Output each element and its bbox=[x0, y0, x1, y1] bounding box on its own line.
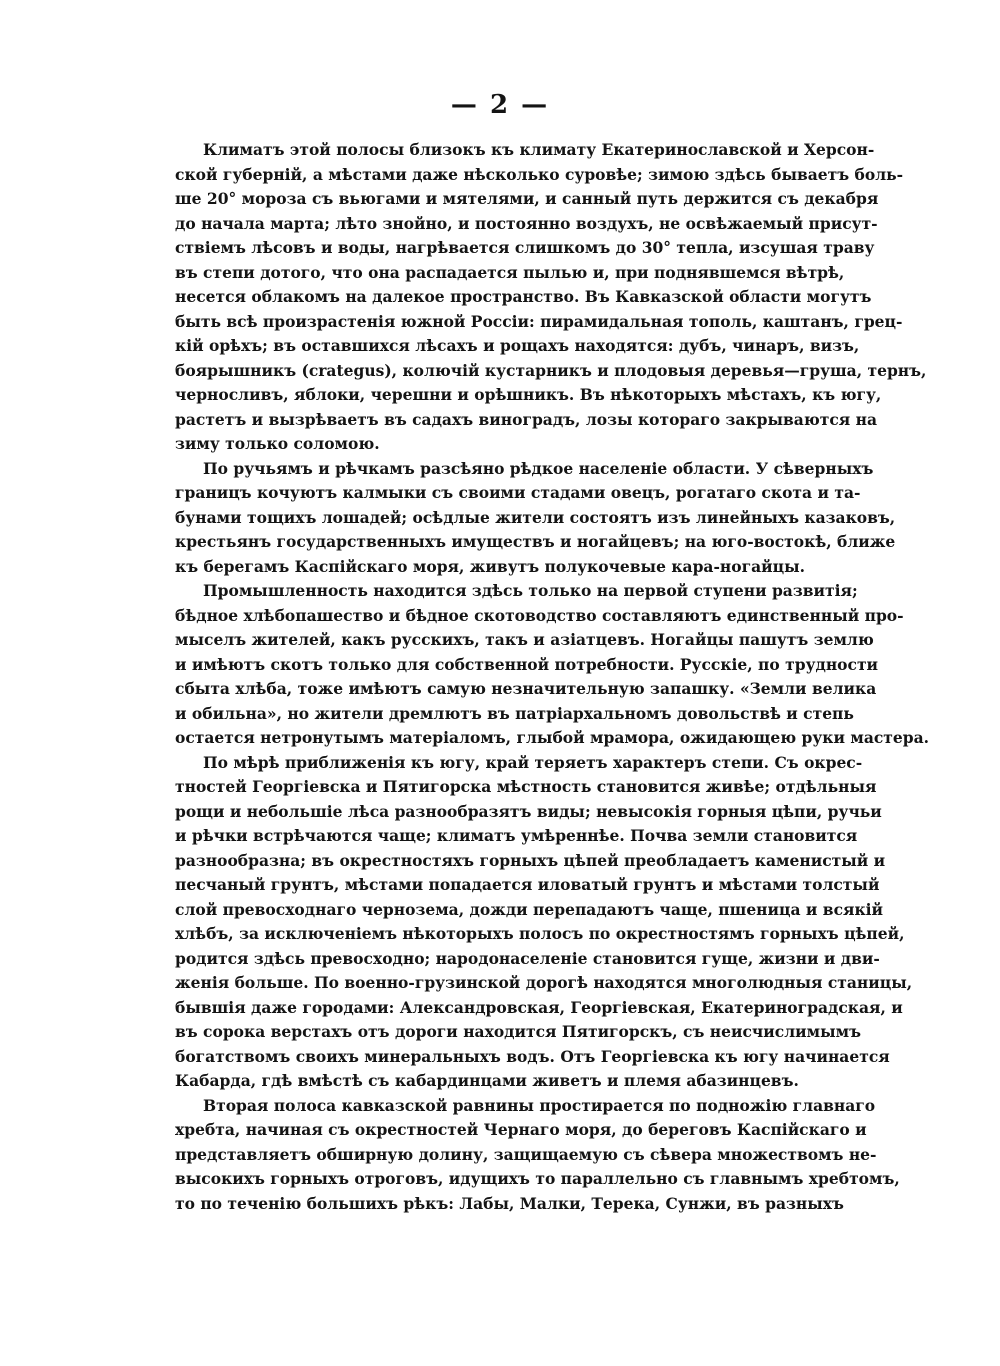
text-line: Вторая полоса кавказской равнины простирается по подножію главнаго bbox=[203, 1095, 876, 1115]
text-line: хребта, начиная съ окрестностей Чернаго моря, до береговъ Каспійскаго и bbox=[175, 1120, 867, 1139]
text-line: зиму только соломою. bbox=[175, 434, 380, 453]
text-line: бунами тощихъ лошадей; осѣдлые жители состоятъ изъ линейныхъ казаковъ, bbox=[175, 507, 896, 527]
text-line: тностей Георгіевска и Пятигорска мѣстность становится живѣе; отдѣльныя bbox=[175, 777, 877, 796]
text-line: бывшія даже городами: Александровская, Георгіевская, Екатериноградская, и bbox=[175, 997, 903, 1017]
text-line: высокихъ горныхъ отроговъ, идущихъ то параллельно съ главнымъ хребтомъ, bbox=[175, 1169, 900, 1188]
text-line: мыселъ жителей, какъ русскихъ, такъ и азіатцевъ. Ногайцы пашутъ землю bbox=[175, 630, 874, 649]
text-line: до начала марта; лѣто знойно, и постоянно воздухъ, не освѣжаемый присут- bbox=[175, 213, 878, 233]
text-line: то по теченію большихъ рѣкъ: Лабы, Малки, Терека, Сунжи, въ разныхъ bbox=[175, 1193, 844, 1213]
text-line: хлѣбъ, за исключеніемъ нѣкоторыхъ полосъ по окрестностямъ горныхъ цѣпей, bbox=[175, 924, 905, 943]
text-line: песчаный грунтъ, мѣстами попадается иловатый грунтъ и мѣстами толстый bbox=[175, 875, 880, 894]
text-line: ствіемъ лѣсовъ и воды, нагрѣвается слишкомъ до 30° тепла, изсушая траву bbox=[175, 238, 875, 257]
text-line: разнообразна; въ окрестностяхъ горныхъ цѣпей преобладаетъ каменистый и bbox=[175, 850, 886, 870]
text-line: Кабарда, гдѣ вмѣстѣ съ кабардинцами живетъ и племя абазинцевъ. bbox=[175, 1071, 799, 1090]
text-line: границъ кочуютъ калмыки съ своими стадами овецъ, рогатаго скота и та- bbox=[175, 483, 861, 502]
text-line: родится здѣсь превосходно; народонаселеніе становится гуще, жизни и дви- bbox=[175, 948, 880, 968]
text-line: сбыта хлѣба, тоже имѣютъ самую незначительную запашку. «Земли велика bbox=[175, 679, 877, 698]
text-line: растетъ и вызрѣваетъ въ садахъ виноградъ, лозы котораго закрываются на bbox=[175, 409, 878, 429]
text-line: кій орѣхъ; въ оставшихся лѣсахъ и рощахъ находятся: дубъ, чинаръ, визъ, bbox=[175, 336, 860, 355]
text-line: ской губерній, а мѣстами даже нѣсколько суровѣе; зимою здѣсь бываетъ боль- bbox=[175, 164, 904, 184]
text-line: рощи и небольшіе лѣса разнообразятъ виды; невысокія горныя цѣпи, ручьи bbox=[175, 801, 882, 821]
text-line: По ручьямъ и рѣчкамъ разсѣяно рѣдкое населеніе области. У сѣверныхъ bbox=[203, 458, 874, 478]
text-line: богатствомъ своихъ минеральныхъ водъ. Отъ Георгіевска къ югу начинается bbox=[175, 1046, 890, 1066]
text-line: боярышникъ (crategus), колючій кустарникъ и плодовыя деревья—груша, тернъ, bbox=[175, 360, 927, 380]
text-line: остается нетронутымъ матеріаломъ, глыбой мрамора, ожидающею руки мастера. bbox=[175, 728, 930, 747]
text-line: и имѣютъ скотъ только для собственной потребности. Русскіе, по трудности bbox=[175, 654, 879, 674]
text-line: Климатъ этой полосы близокъ къ климату Екатеринославской и Херсон- bbox=[203, 140, 875, 159]
text-line: быть всѣ произрастенія южной Россіи: пирамидальная тополь, каштанъ, грец- bbox=[175, 311, 903, 331]
page-number: — 2 — bbox=[450, 90, 550, 120]
text-line: къ берегамъ Каспійскаго моря, живутъ полукочевые кара-ногайцы. bbox=[175, 556, 805, 576]
body-text bbox=[175, 138, 930, 1216]
text-line: въ степи дотого, что она распадается пылью и, при поднявшемся вѣтрѣ, bbox=[175, 262, 845, 282]
text-line: въ сорока верстахъ отъ дороги находится Пятигорскъ, съ неисчислимымъ bbox=[175, 1022, 861, 1041]
text-line: По мѣрѣ приближенія къ югу, край теряетъ характеръ степи. Съ окрес- bbox=[203, 752, 863, 772]
text-line: женія больше. По военно-грузинской дорогѣ находятся многолюдныя станицы, bbox=[175, 973, 913, 992]
text-line: и обильна», но жители дремлютъ въ патріархальномъ довольствѣ и степь bbox=[175, 703, 854, 723]
text-line: слой превосходнаго чернозема, дожди перепадаютъ чаще, пшеница и всякій bbox=[175, 899, 884, 919]
text-line: крестьянъ государственныхъ имуществъ и ногайцевъ; на юго-востокѣ, ближе bbox=[175, 532, 896, 551]
text-line: и рѣчки встрѣчаются чаще; климатъ умѣреннѣе. Почва земли становится bbox=[175, 826, 858, 845]
text-line: бѣдное хлѣбопашество и бѣдное скотоводство составляютъ единственный про- bbox=[175, 605, 904, 625]
text-line: Промышленность находится здѣсь только на первой ступени развитія; bbox=[203, 581, 858, 600]
text-line: представляетъ обширную долину, защищаемую съ сѣвера множествомъ не- bbox=[175, 1144, 877, 1164]
text-line: черносливъ, яблоки, черешни и орѣшникъ. Въ нѣкоторыхъ мѣстахъ, къ югу, bbox=[175, 385, 882, 404]
text-line: несется облакомъ на далекое пространство. Въ Кавказской области могутъ bbox=[175, 287, 872, 306]
text-line: ше 20° мороза съ вьюгами и мятелями, и санный путь держится съ декабря bbox=[175, 189, 879, 208]
